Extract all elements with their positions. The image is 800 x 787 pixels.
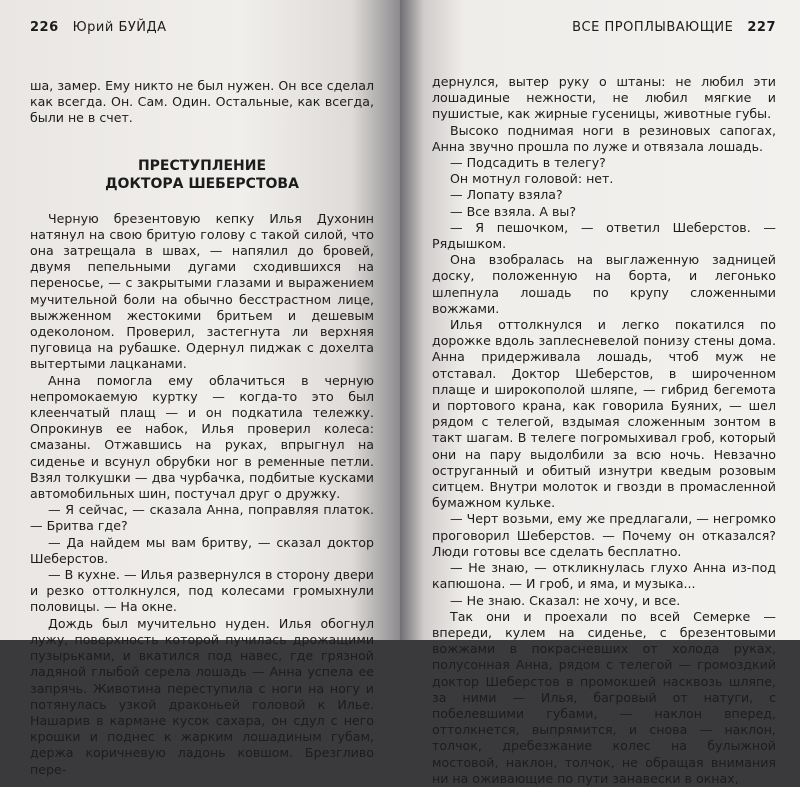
paragraph: Высоко поднимая ноги в резиновых сапогах, Анна звучно прошла по луже и отвязала лошадь.: [432, 122, 776, 154]
paragraph: — Лопату взяла?: [450, 187, 563, 203]
paragraph: Дождь был мучительно нуден. Илья обогнул лужу, поверхность которой пучилась дрожащими пузырьками, и вкатился под навес, где грязной ладяной глыбой серела лошадь — Анна успела ее запрячь. Животина переступила с ноги на ногу и потянулась узкой драконьей головой к Илье. Нашарив в кармане кусок сахара, он сдул с него крошки и поднес к жарким лошадиным губам, держа коричневую ладонь ковшом. Брезгливо пере-: [30, 615, 374, 777]
left-page-body: [30, 78, 374, 778]
left-running-head: Юрий БУЙДА: [72, 20, 167, 35]
left-page-number: 226: [30, 20, 59, 35]
right-page-number: 227: [747, 20, 776, 35]
paragraph: Так они и проехали по всей Семерке — впереди, кулем на сиденье, с брезентовыми вожжами в покрасневших от холода руках, полусонная Анна, рядом с телегой — громоздкий доктор Шеберстов в промокшей насквозь шляпе, за ними — Илья, багровый от натуги, с побелевшими губами, — наклон вперед, оттолкнется, выпрямится, и снова — наклон, толчок, дребезжание колес на булыжной мостовой, наклон, толчок, не обращая внимания ни на оживающие по пути занавески в окнах,: [432, 608, 776, 786]
paragraph: Черную брезентовую кепку Илья Духонин натянул на свою бритую голову с такой силой, что она затрещала в швах, — напялил до бровей, двумя пепельными дугами сходившихся на переносье, — с закрытыми глазами и выражением мучительной боли на обычно бесстрастном лице, выжженном жестокими бритьем и дешевым одеколоном. Проверил, застегнута ли верхняя пуговица на рубашке. Одернул пиджак с дохелта вытертыми лацканами.: [30, 210, 374, 372]
left-page-header: [30, 20, 374, 40]
paragraph: Илья оттолкнулся и легко покатился по дорожке вдоль заплесневелой понизу стены дома. Анна придерживала лошадь, чтоб муж не отставал. Доктор Шеберстов, в широченном плаще и широкополой шляпе, — гибрид бегемота и портового крана, как говорила Буяних, — шел рядом с телегой, вздымая сложенным зонтом в такт шагам. В телеге погромыхивал гроб, который они на пару выдолбили за всю ночь. Невзачно оструганный и обитый изнутри кведым розовым ситцем. Внутри молоток и гвозди в промасленной бумажном кульке.: [432, 317, 776, 511]
paragraph: Она взобралась на выглаженную задницей доску, положенную на борта, и легонько шлепнула лошадь по крупу сложенными вожжами.: [432, 252, 776, 316]
left-page: [0, 0, 400, 777]
story-title-line-1: ПРЕСТУПЛЕНИЕ: [137, 157, 267, 174]
paragraph: — Черт возьми, ему же предлагали, — негромко проговорил Шеберстов. — Почему он отказался? Люди готовы все сделать бесплатно.: [432, 511, 776, 559]
right-page-body: [432, 74, 776, 787]
paragraph: — Я пешочком, — ответил Шеберстов. — Рядышком.: [432, 219, 776, 252]
paragraph: — Да найдем мы вам бритву, — сказал доктор Шеберстов.: [30, 534, 374, 566]
story-title-line-2: ДОКТОРА ШЕБЕРСТОВА: [105, 175, 299, 192]
right-running-head: ВСЕ ПРОПЛЫВАЮЩИЕ: [572, 20, 734, 35]
paragraph: дернулся, вытер руку о штаны: не любил эти лошадиные нежности, не любил мягкие и пушистые, как жирные гусеницы, животные губы.: [432, 74, 776, 122]
paragraph: — Подсадить в телегу?: [450, 155, 606, 171]
paragraph: — Не знаю, — откликнулась глухо Анна из-под капюшона. — И гроб, и яма, и музыка...: [432, 560, 776, 592]
continued-paragraph: ша, замер. Ему никто не был нужен. Он все сделал как всегда. Он. Сам. Один. Остальные, как всегда, были не в счет.: [30, 78, 374, 126]
paragraph: — Я сейчас, — сказала Анна, поправляя платок. — Бритва где?: [30, 502, 374, 534]
paragraph: Он мотнул головой: нет.: [450, 171, 614, 187]
paragraph: — В кухне. — Илья развернулся в сторону двери и резко оттолкнулся, под колесами громыхнули половицы. — На окне.: [30, 567, 374, 615]
paragraph: — Не знаю. Сказал: не хочу, и все.: [450, 592, 681, 608]
story-title: [30, 157, 374, 193]
paragraph: — Все взяла. А вы?: [450, 203, 577, 219]
paragraph: Анна помогла ему облачиться в черную непромокаемую куртку — когда-то это был клеенчатый плащ — и он подкатила тележку. Опрокинув ее набок, Илья проверил колеса: смазаны. Отжавшись на руках, впрыгнул на сиденье и всунул обрубки ног в ременные петли. Взял толкушки — два чурбачка, подбитые кусками автомобильных шин, постучал друг о дружку.: [30, 372, 374, 502]
right-page: [400, 0, 800, 786]
right-page-header: [432, 20, 776, 40]
